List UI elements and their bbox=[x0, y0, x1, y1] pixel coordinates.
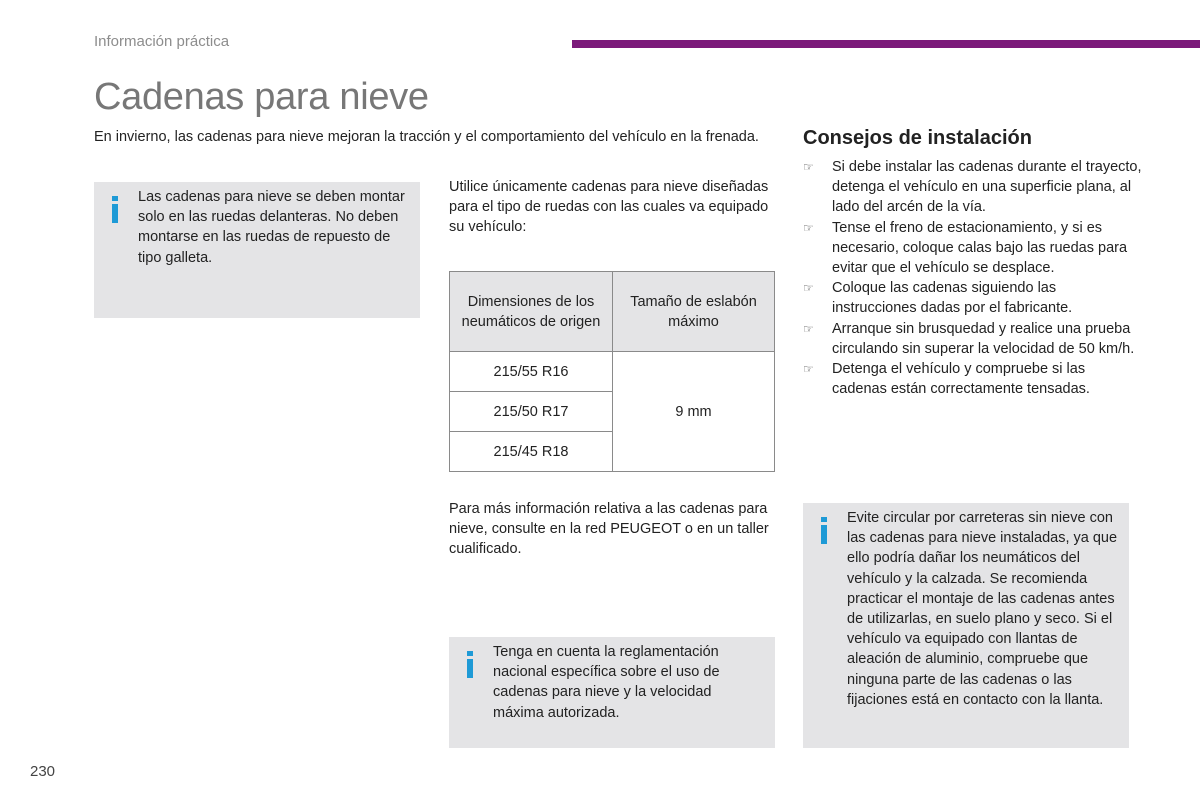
tip-text: Detenga el vehículo y compruebe si las cadenas están correctamente tensadas. bbox=[832, 361, 1090, 398]
tip-text: Si debe instalar las cadenas durante el trayecto, detenga el vehículo en una superficie plana, al lado del arcén de la vía. bbox=[832, 159, 1142, 216]
page-title: Cadenas para nieve bbox=[94, 76, 429, 118]
installation-heading: Consejos de instalación bbox=[803, 127, 1032, 149]
table-header-link-size: Tamaño de eslabón máximo bbox=[613, 272, 775, 352]
info-text-front-wheels: Las cadenas para nieve se deben montar solo en las ruedas delanteras. No deben montarse en las ruedas de repuesto de tipo galleta. bbox=[138, 189, 405, 266]
list-item bbox=[803, 319, 1143, 359]
table-header-row bbox=[450, 272, 775, 352]
pointing-hand-icon: ☞ bbox=[803, 220, 814, 235]
info-text-avoid-without-snow: Evite circular por carreteras sin nieve con las cadenas para nieve instaladas, ya que ello podría dañar los neumáticos del vehículo y la calzada. Se recomienda practicar el montaje de las cadenas antes de utilizarlas, en suelo plano y seco. Si el vehículo va equipado con llantas de aleación de aluminio, compruebe que ninguna parte de las cadenas o las fijaciones está en contacto con la llanta. bbox=[847, 510, 1118, 708]
tip-text: Tense el freno de estacionamiento, y si es necesario, coloque calas bajo las ruedas para evitar que el vehículo se desplace. bbox=[832, 219, 1128, 277]
info-box-regulation bbox=[449, 637, 775, 748]
table-cell-tyre: 215/45 R18 bbox=[450, 432, 613, 472]
pointing-hand-icon: ☞ bbox=[803, 281, 814, 296]
chain-size-table bbox=[449, 271, 775, 472]
header-accent-bar bbox=[572, 40, 1200, 48]
installation-tips-list bbox=[803, 157, 1143, 399]
info-box-avoid-without-snow bbox=[803, 503, 1129, 748]
table-cell-tyre: 215/55 R16 bbox=[450, 352, 613, 392]
table-cell-tyre: 215/50 R17 bbox=[450, 392, 613, 432]
intro-paragraph: En invierno, las cadenas para nieve mejoran la tracción y el comportamiento del vehículo en la frenada. bbox=[94, 129, 759, 145]
info-icon bbox=[819, 517, 829, 545]
table-header-tyre-dimensions: Dimensiones de los neumáticos de origen bbox=[450, 272, 613, 352]
info-icon bbox=[110, 196, 120, 224]
pointing-hand-icon: ☞ bbox=[803, 362, 814, 377]
more-info-paragraph: Para más información relativa a las cadenas para nieve, consulte en la red PEUGEOT o en un taller cualificado. bbox=[449, 501, 769, 558]
tip-text: Arranque sin brusquedad y realice una prueba circulando sin superar la velocidad de 50 km/h. bbox=[832, 320, 1135, 357]
list-item bbox=[803, 218, 1143, 279]
section-label: Información práctica bbox=[94, 33, 230, 50]
table-row bbox=[450, 352, 775, 392]
tip-text: Coloque las cadenas siguiendo las instrucciones dadas por el fabricante. bbox=[832, 280, 1073, 317]
list-item bbox=[803, 278, 1143, 318]
list-item bbox=[803, 359, 1143, 399]
table-cell-link-size: 9 mm bbox=[613, 352, 775, 472]
info-box-front-wheels bbox=[94, 182, 420, 318]
use-only-paragraph: Utilice únicamente cadenas para nieve diseñadas para el tipo de ruedas con las cuales va equipado su vehículo: bbox=[449, 179, 769, 236]
info-icon bbox=[465, 651, 475, 679]
list-item bbox=[803, 157, 1143, 218]
info-text-regulation: Tenga en cuenta la reglamentación nacional específica sobre el uso de cadenas para nieve y la velocidad máxima autorizada. bbox=[493, 644, 720, 721]
pointing-hand-icon: ☞ bbox=[803, 321, 814, 336]
pointing-hand-icon: ☞ bbox=[803, 160, 814, 174]
page-number: 230 bbox=[30, 763, 56, 780]
